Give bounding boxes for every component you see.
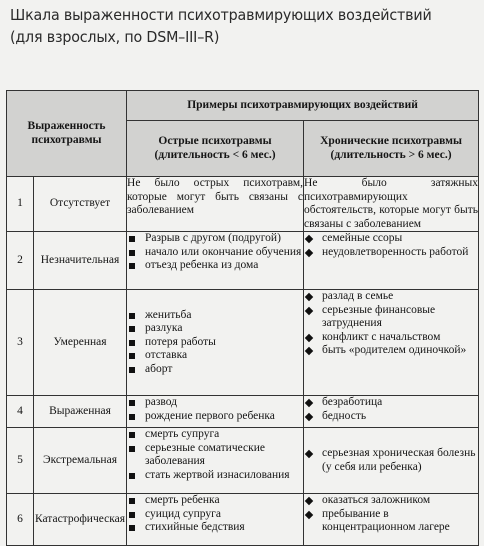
chronic-list-cell xyxy=(304,428,479,494)
acute-item: начало или окончание обучения xyxy=(127,246,303,260)
chronic-list-cell xyxy=(304,494,479,546)
acute-item: стихийные бедствия xyxy=(127,521,303,535)
row-number: 5 xyxy=(7,428,34,494)
table-row xyxy=(7,494,479,546)
acute-item: развод xyxy=(127,396,303,410)
acute-item: отъезд ребенка из дома xyxy=(127,259,303,273)
acute-item: отставка xyxy=(127,349,303,363)
acute-list-cell xyxy=(127,290,304,396)
chronic-item: неудовлетворенность работой xyxy=(304,246,478,260)
acute-item: смерть супруга xyxy=(127,428,303,442)
trauma-severity-table xyxy=(6,90,479,546)
severity-level: Незначительная xyxy=(34,232,127,290)
acute-item: Разрыв с другом (подругой) xyxy=(127,232,303,246)
acute-item: серьезные соматические заболевания xyxy=(127,442,303,469)
severity-level: Катастрофическая xyxy=(34,494,127,546)
row-number: 3 xyxy=(7,290,34,396)
acute-text: Не было острых психотравм, которые могут быть связаны с заболеванием xyxy=(127,177,304,232)
chronic-list-cell xyxy=(304,290,479,396)
acute-item: аборт xyxy=(127,363,303,377)
chronic-item: серьезные финансовые затруднения xyxy=(304,304,478,331)
chronic-item: бедность xyxy=(304,410,478,424)
chronic-item: оказаться заложником xyxy=(304,494,478,508)
title-line-2: (для взрослых, по DSM–III–R) xyxy=(10,28,220,46)
page-title xyxy=(10,4,432,48)
chronic-list-cell xyxy=(304,396,479,428)
table-row xyxy=(7,290,479,396)
header-severity: Выраженность психотравмы xyxy=(7,91,127,177)
chronic-list-cell xyxy=(304,232,479,290)
title-line-1: Шкала выраженности психотравмирующих воздействий xyxy=(10,6,432,24)
table-row xyxy=(7,232,479,290)
header-acute: Острые психотравмы (длительность < 6 мес.) xyxy=(127,121,304,177)
acute-item: рождение первого ребенка xyxy=(127,410,303,424)
chronic-item: безработица xyxy=(304,396,478,410)
table-row xyxy=(7,428,479,494)
chronic-item: быть «родителем одиночкой» xyxy=(304,344,478,358)
severity-level: Отсутствует xyxy=(34,177,127,232)
acute-item: смерть ребенка xyxy=(127,494,303,508)
header-chronic: Хронические психотравмы (длительность > 6 мес.) xyxy=(304,121,479,177)
row-number: 2 xyxy=(7,232,34,290)
acute-list-cell xyxy=(127,428,304,494)
chronic-item: серьезная хроническая болезнь (у себя или ребенка) xyxy=(304,447,478,474)
header-examples: Примеры психотравмирующих воздействий xyxy=(127,91,479,121)
acute-list-cell xyxy=(127,232,304,290)
acute-item: стать жертвой изнасилования xyxy=(127,469,303,483)
severity-level: Умеренная xyxy=(34,290,127,396)
chronic-item: пребывание в концентрационном лагере xyxy=(304,508,478,535)
severity-level: Выраженная xyxy=(34,396,127,428)
chronic-item: разлад в семье xyxy=(304,290,478,304)
acute-list-cell xyxy=(127,396,304,428)
acute-item: потеря работы xyxy=(127,336,303,350)
chronic-item: конфликт с начальством xyxy=(304,331,478,345)
acute-item: женитьба xyxy=(127,309,303,323)
acute-item: разлука xyxy=(127,322,303,336)
row-number: 4 xyxy=(7,396,34,428)
header-row-1 xyxy=(7,91,479,121)
table-row xyxy=(7,396,479,428)
acute-item: суицид супруга xyxy=(127,508,303,522)
severity-level: Экстремальная xyxy=(34,428,127,494)
row-number: 6 xyxy=(7,494,34,546)
acute-list-cell xyxy=(127,494,304,546)
row-number: 1 xyxy=(7,177,34,232)
chronic-text: Не было затяжных психотравмирующих обстоятельств, которые могут быть связаны с заболеванием xyxy=(304,177,479,230)
chronic-item: семейные ссоры xyxy=(304,232,478,246)
table-row xyxy=(7,177,479,232)
